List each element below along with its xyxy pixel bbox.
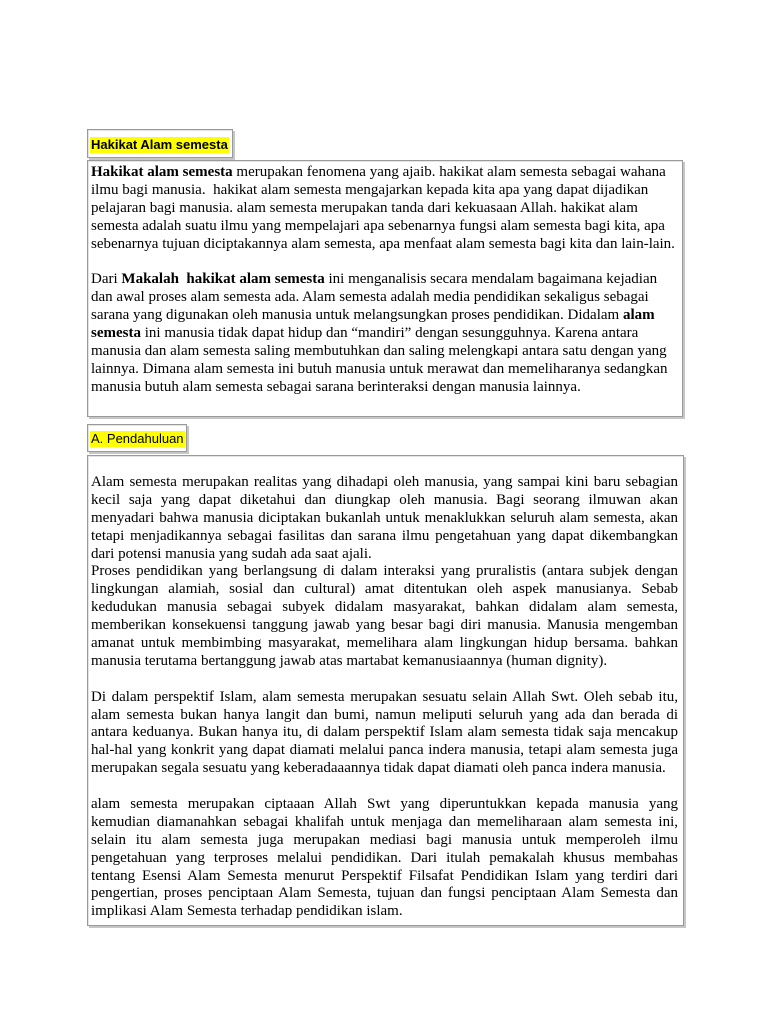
text-line: [91, 271, 681, 289]
text-line: sebenarnya tujuan diciptakannya alam semesta, apa menfaat alam semesta bagi kita dan lain-lain.: [91, 235, 675, 252]
section-heading-hakikat-alam-semesta: Hakikat Alam semesta: [91, 137, 228, 152]
text-line: pelajaran bagi manusia. alam semesta merupakan tanda dari kekuasaan Allah. hakikat alam: [91, 199, 638, 216]
text-line: pengertian, proses penciptaan Alam Semesta, tujuan dan fungsi penciptaan Alam Semesta dan: [91, 885, 678, 902]
text-line: kedudukan manusia sebagai subyek didalam masyarakat, bahkan didalam alam semesta,: [91, 599, 678, 616]
text-line: pengetahuan yang terproses melalui pendidikan. Dari itulah pemakalah khusus membahas: [91, 849, 678, 866]
text-line: memberikan konsekuensi tanggung jawab yang besar bagi diri manusia. Manusia mengemban: [91, 617, 678, 634]
text-box-content: [91, 474, 678, 921]
text-line: [91, 164, 681, 182]
text-line: manusia terutama bertanggung jawab atas martabat kemanusiaannya (human dignity).: [91, 652, 608, 669]
text-line: selain itu alam semesta juga merupakan mediasi bagi manusia untuk memperoleh ilmu: [91, 831, 678, 848]
text-line: ilmu bagi manusia. hakikat alam semesta mengajarkan kepada kita apa yang dapat dijadikan: [91, 181, 649, 198]
section-heading-box: [87, 129, 233, 158]
line-text: ini manusia tidak dapat hidup dan “mandiri” dengan sesungguhnya. Karena antara: [140, 325, 639, 342]
text-line: manusia butuh alam semesta sebagai sarana berinteraksi dengan manusia lainnya.: [91, 378, 581, 395]
paragraph: [91, 474, 678, 563]
bold-term: Hakikat alam semesta: [91, 164, 233, 180]
text-line: [91, 325, 681, 343]
text-line: merupakan segala sesuatu yang keberadaaannya tidak dapat diamati oleh panca indera manusia.: [91, 760, 666, 777]
line-text: sarana yang digunakan oleh manusia untuk melangsungkan proses pendidikan. Didalam: [91, 307, 623, 324]
paragraph: [91, 271, 681, 396]
text-line: dari potensi manusia yang sudah ada saat ajali.: [91, 545, 372, 562]
blank-line: [91, 671, 678, 689]
line-text: Dari: [91, 271, 122, 288]
text-line: [91, 307, 681, 325]
text-line: Alam semesta merupakan realitas yang dihadapi oleh manusia, yang sampai kini baru sebagian: [91, 474, 678, 490]
section-heading-pendahuluan: A. Pendahuluan: [91, 431, 184, 446]
text-line: kemudian diamanahkan sebagai khalifah untuk menjaga dan memeliharaan alam semesta ini,: [91, 813, 678, 830]
text-box-pendahuluan: [87, 455, 684, 926]
section-heading-box: [87, 424, 187, 452]
text-line: lingkungan alamiah, sosial dan cultural) amat ditentukan oleh aspek manusianya. Sebab: [91, 581, 678, 598]
text-line: Proses pendidikan yang berlangsung di dalam interaksi yang pruralistis (antara subjek dengan: [91, 563, 678, 580]
text-line: Di dalam perspektif Islam, alam semesta merupakan sesuatu selain Allah Swt. Oleh sebab itu,: [91, 688, 678, 705]
text-line: hal-hal yang konkrit yang dapat diamati melalui panca indera manusia, tetapi alam semesta juga: [91, 742, 678, 759]
text-line: alam semesta bukan hanya langit dan bumi, namun meliputi seluruh yang ada dan berada di: [91, 706, 678, 723]
text-line: lainnya. Dimana alam semesta ini butuh manusia untuk merawat dan memeliharanya sedangkan: [91, 360, 668, 377]
text-line: alam semesta merupakan ciptaaan Allah Swt yang diperuntukkan kepada manusia yang: [91, 796, 678, 813]
line-text: merupakan fenomena yang ajaib. hakikat alam semesta sebagai wahana: [232, 164, 666, 180]
bold-term: Makalah hakikat alam semesta: [121, 271, 325, 288]
text-line: tetapi menjadikannya sebagai fasilitas dan sarana ilmu pengetahuan yang dapat dikembangkan: [91, 527, 678, 544]
text-box-content: [91, 164, 681, 397]
blank-line: [91, 778, 678, 796]
paragraph: [91, 689, 678, 778]
paragraph: [91, 796, 678, 921]
text-line: implikasi Alam Semesta terhadap pendidikan islam.: [91, 903, 403, 920]
text-line: tentang Esensi Alam Semesta menurut Perspektif Filsafat Pendidikan Islam yang terdiri dari: [91, 867, 678, 884]
bold-term: semesta: [91, 325, 141, 342]
text-line: kecil saja yang dapat diketahui dan diungkap oleh manusia. Bagi seorang ilmuwan akan: [91, 491, 678, 508]
text-line: dan awal proses alam semesta ada. Alam semesta adalah media pendidikan sekaligus sebagai: [91, 289, 649, 306]
text-line: menyadari bahwa manusia diciptakan bukanlah untuk menaklukkan seluruh alam semesta, akan: [91, 509, 678, 526]
text-box-hakikat: [87, 160, 683, 417]
paragraph: [91, 164, 681, 253]
text-line: manusia dan alam semesta saling membutuhkan dan saling melengkapi antara satu dengan yang: [91, 342, 667, 359]
text-line: amanat untuk membimbing masyarakat, memelihara alam lingkungan hidup bersama. bahkan: [91, 635, 678, 652]
text-line: semesta adalah suatu ilmu yang mempelajari apa sebenarnya fungsi alam semesta bagi kita, apa: [91, 217, 665, 234]
text-line: antara keduanya. Bukan hanya itu, di dalam perspektif Islam alam semesta tidak saja mencakup: [91, 724, 678, 741]
bold-term: alam: [622, 307, 655, 324]
blank-line: [91, 253, 681, 271]
line-text: ini menganalisis secara mendalam bagaimana kejadian: [324, 271, 658, 288]
paragraph: [91, 563, 678, 670]
